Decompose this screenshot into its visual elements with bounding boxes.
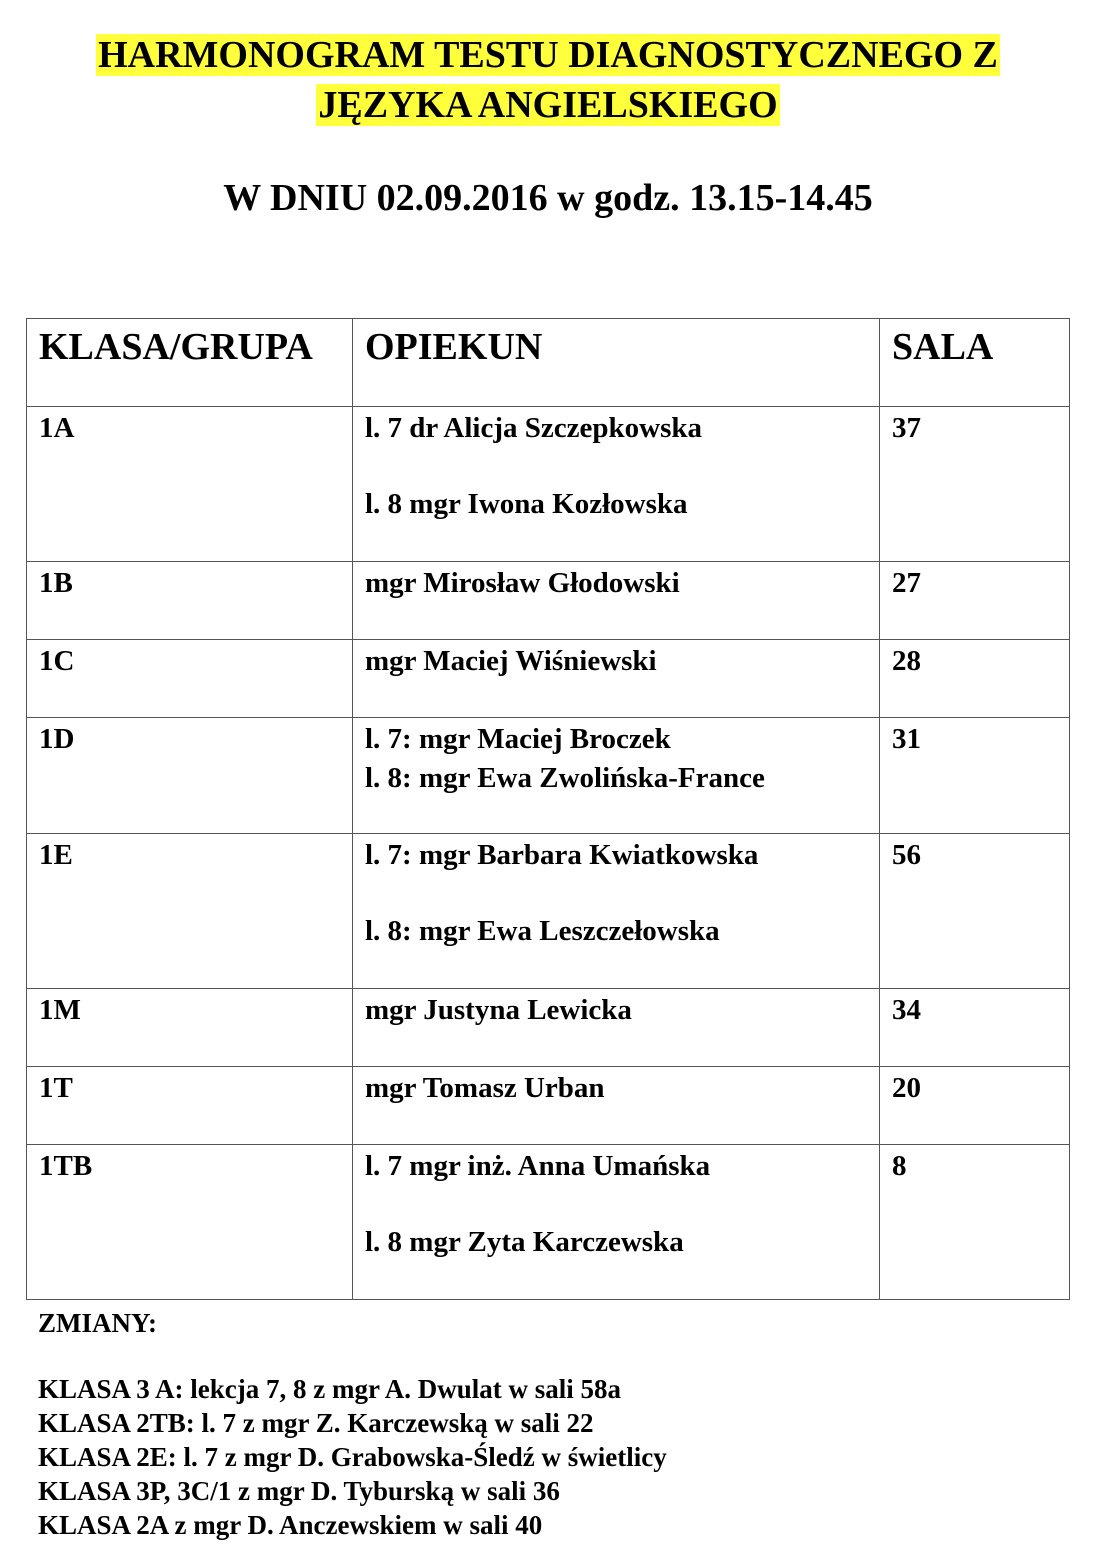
table-row (27, 1067, 1070, 1145)
cell-opiekun: l. 7: mgr Maciej Broczek l. 8: mgr Ewa Zwolińska-France (353, 718, 880, 834)
cell-klasa: 1B (27, 562, 353, 640)
cell-klasa: 1M (27, 989, 353, 1067)
cell-sala: 31 (880, 718, 1070, 834)
date-subtitle: W DNIU 02.09.2016 w godz. 13.15-14.45 (223, 177, 873, 219)
cell-klasa: 1C (27, 640, 353, 718)
cell-opiekun: l. 7: mgr Barbara Kwiatkowska l. 8: mgr Ewa Leszczełowska (353, 834, 880, 989)
table-row (27, 407, 1070, 562)
cell-sala: 56 (880, 834, 1070, 989)
cell-sala: 20 (880, 1067, 1070, 1145)
cell-opiekun: mgr Maciej Wiśniewski (353, 640, 880, 718)
table-row (27, 989, 1070, 1067)
cell-sala: 37 (880, 407, 1070, 562)
cell-sala: 27 (880, 562, 1070, 640)
cell-sala: 34 (880, 989, 1070, 1067)
changes-heading: ZMIANY: (38, 1308, 158, 1338)
document-title (0, 30, 1096, 130)
title-line-1: HARMONOGRAM TESTU DIAGNOSTYCZNEGO Z (98, 34, 998, 76)
table-row (27, 834, 1070, 989)
cell-sala: 28 (880, 640, 1070, 718)
cell-opiekun: mgr Mirosław Głodowski (353, 562, 880, 640)
title-line-2: JĘZYKA ANGIELSKIEGO (318, 84, 778, 126)
change-item: KLASA 2TB: l. 7 z mgr Z. Karczewską w sali 22 (38, 1408, 594, 1438)
cell-opiekun: l. 7 dr Alicja Szczepkowska l. 8 mgr Iwona Kozłowska (353, 407, 880, 562)
change-item: KLASA 3 A: lekcja 7, 8 z mgr A. Dwulat w sali 58a (38, 1374, 622, 1404)
table-row (27, 562, 1070, 640)
cell-klasa: 1E (27, 834, 353, 989)
cell-sala: 8 (880, 1145, 1070, 1300)
table-row (27, 1145, 1070, 1300)
changes-section (38, 1306, 667, 1542)
change-item: KLASA 2E: l. 7 z mgr D. Grabowska-Śledź w świetlicy (38, 1442, 667, 1472)
header-opiekun: OPIEKUN (353, 319, 880, 407)
header-sala: SALA (880, 319, 1070, 407)
cell-klasa: 1TB (27, 1145, 353, 1300)
cell-klasa: 1T (27, 1067, 353, 1145)
cell-klasa: 1D (27, 718, 353, 834)
cell-opiekun: mgr Justyna Lewicka (353, 989, 880, 1067)
schedule-table (26, 318, 1070, 1300)
cell-opiekun: l. 7 mgr inż. Anna Umańska l. 8 mgr Zyta Karczewska (353, 1145, 880, 1300)
table-row (27, 640, 1070, 718)
cell-opiekun: mgr Tomasz Urban (353, 1067, 880, 1145)
header-klasa: KLASA/GRUPA (27, 319, 353, 407)
change-item: KLASA 3P, 3C/1 z mgr D. Tyburską w sali 36 (38, 1476, 560, 1506)
table-row (27, 718, 1070, 834)
change-item: KLASA 2A z mgr D. Anczewskiem w sali 40 (38, 1510, 543, 1540)
cell-klasa: 1A (27, 407, 353, 562)
table-header-row (27, 319, 1070, 407)
